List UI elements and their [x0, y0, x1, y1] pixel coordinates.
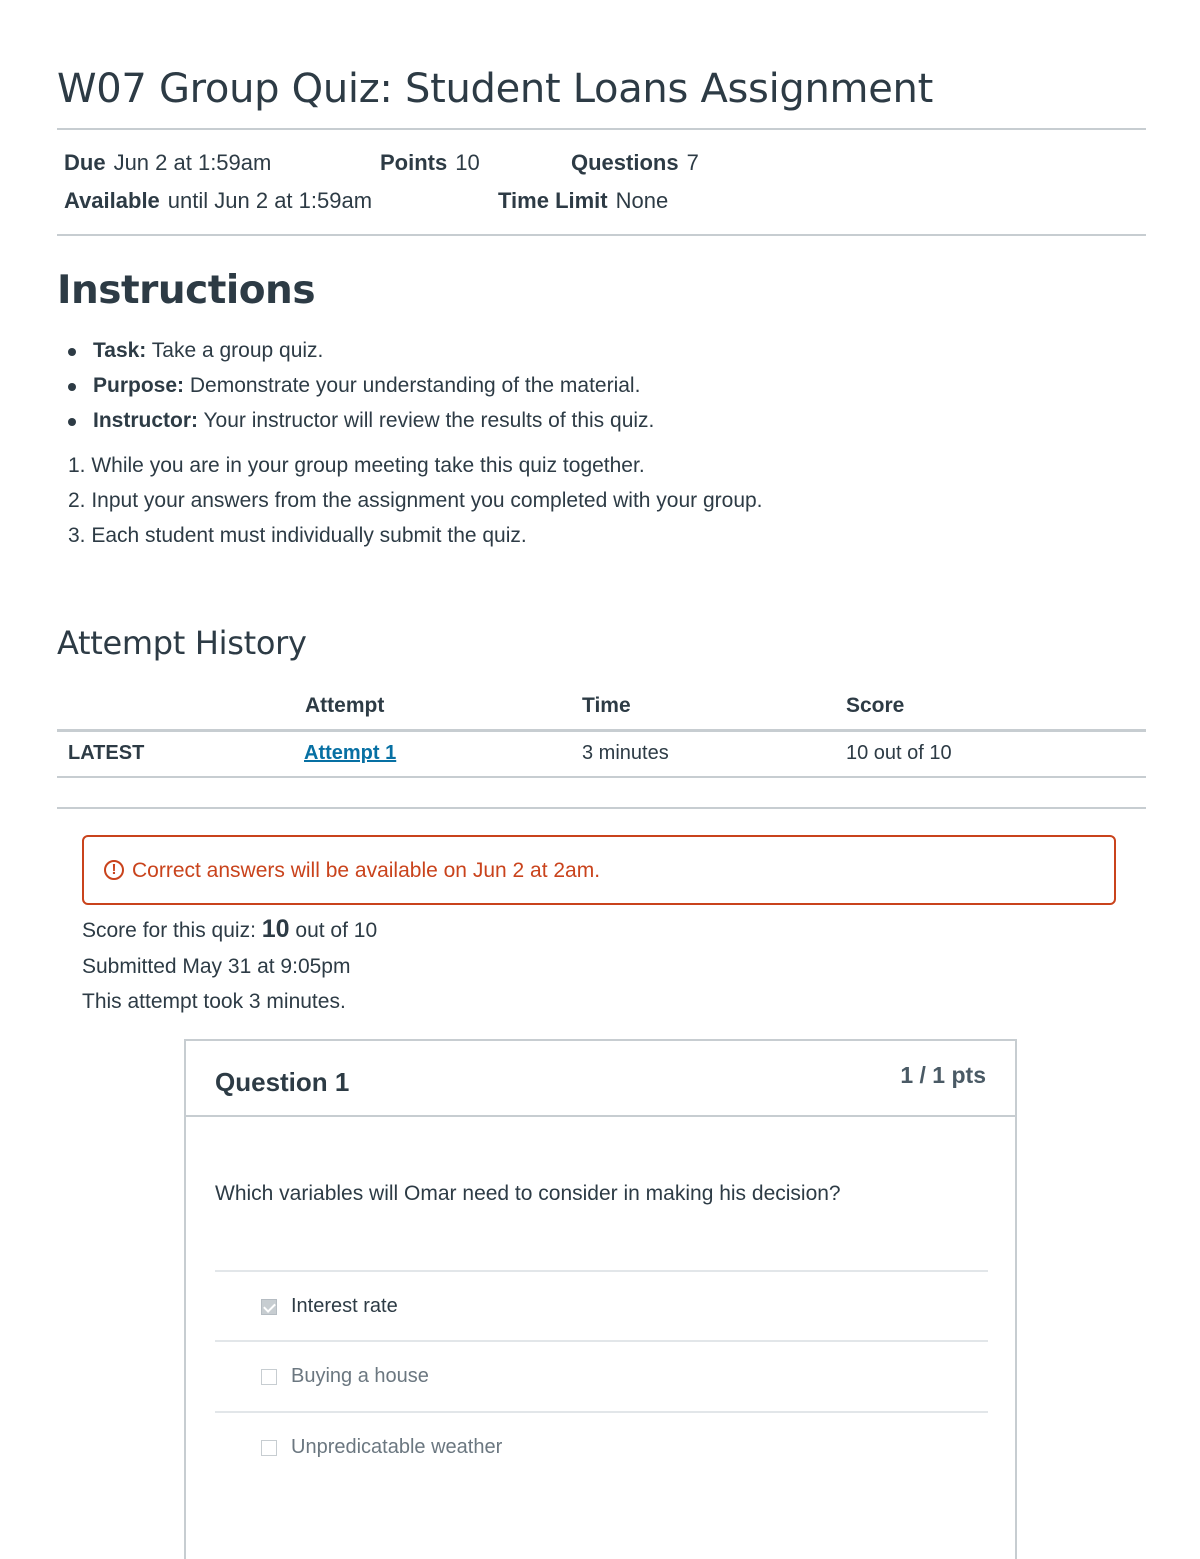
questions-info	[571, 150, 699, 176]
question-header	[186, 1041, 1015, 1117]
attempt-link-cell	[304, 742, 396, 765]
bullet-label: Task:	[93, 339, 147, 362]
instructions-steps	[68, 452, 763, 557]
question-text: Which variables will Omar need to consider in making his decision?	[215, 1182, 841, 1205]
submitted-time: Submitted May 31 at 9:05pm	[82, 955, 351, 978]
points-info	[380, 150, 480, 176]
bullet-text: Your instructor will review the results of this quiz.	[203, 409, 655, 432]
score-prefix: Score for this quiz:	[82, 919, 256, 942]
due-value: Jun 2 at 1:59am	[113, 150, 272, 175]
checkbox-icon	[261, 1440, 277, 1456]
questions-value: 7	[686, 150, 699, 175]
attempt-duration: This attempt took 3 minutes.	[82, 990, 346, 1013]
quiz-score	[82, 915, 377, 944]
answer-label: Unpredicatable weather	[291, 1436, 503, 1458]
column-header-attempt: Attempt	[305, 694, 385, 717]
points-label: Points	[380, 150, 448, 175]
checkbox-icon	[261, 1369, 277, 1385]
attempt-1-link[interactable]: Attempt 1	[304, 742, 397, 764]
time-limit-label: Time Limit	[498, 188, 608, 213]
instruction-step: 1. While you are in your group meeting take this quiz together.	[68, 454, 645, 477]
table-row-divider	[57, 776, 1146, 778]
question-title: Question 1	[215, 1067, 350, 1097]
attempt-status-badge: LATEST	[68, 742, 145, 764]
attempt-time: 3 minutes	[582, 742, 669, 764]
answer-label: Buying a house	[291, 1365, 429, 1387]
meta-divider	[57, 234, 1146, 236]
instructions-heading: Instructions	[57, 268, 316, 313]
due-info	[64, 150, 271, 176]
available-label: Available	[64, 188, 160, 213]
page-title: W07 Group Quiz: Student Loans Assignment	[57, 66, 933, 112]
alert-text: Correct answers will be available on Jun 2 at 2am.	[132, 859, 601, 882]
instruction-bullet	[64, 407, 654, 442]
questions-label: Questions	[571, 150, 679, 175]
instructions-bullet-list	[64, 337, 654, 442]
header-divider	[57, 128, 1146, 130]
attempt-score: 10 out of 10	[846, 742, 952, 764]
bullet-label: Instructor:	[93, 409, 198, 432]
instruction-bullet	[64, 337, 654, 372]
table-header-divider	[57, 729, 1146, 732]
due-label: Due	[64, 150, 106, 175]
question-1-card	[184, 1039, 1017, 1559]
score-value: 10	[261, 915, 290, 943]
answer-label: Interest rate	[291, 1295, 398, 1317]
available-value: until Jun 2 at 1:59am	[167, 188, 373, 213]
bullet-label: Purpose:	[93, 374, 185, 397]
checkbox-checked-icon	[261, 1299, 277, 1315]
instruction-step: 2. Input your answers from the assignment you completed with your group.	[68, 489, 763, 512]
available-info	[64, 188, 372, 214]
answer-divider	[215, 1340, 988, 1342]
instruction-step: 3. Each student must individually submit the quiz.	[68, 524, 527, 547]
column-header-time: Time	[582, 694, 631, 717]
answer-divider	[215, 1411, 988, 1413]
column-header-score: Score	[846, 694, 905, 717]
bullet-text: Take a group quiz.	[151, 339, 324, 362]
time-limit-info	[498, 188, 668, 214]
question-points: 1 / 1 pts	[900, 1062, 986, 1088]
section-divider	[57, 807, 1146, 809]
points-value: 10	[455, 150, 480, 175]
correct-answers-alert	[82, 835, 1116, 905]
answer-divider	[215, 1270, 988, 1272]
score-suffix: out of 10	[295, 919, 378, 942]
time-limit-value: None	[615, 188, 669, 213]
attempt-history-heading: Attempt History	[57, 624, 307, 662]
bullet-text: Demonstrate your understanding of the material.	[189, 374, 641, 397]
instruction-bullet	[64, 372, 654, 407]
exclamation-circle-icon: !	[104, 860, 124, 880]
